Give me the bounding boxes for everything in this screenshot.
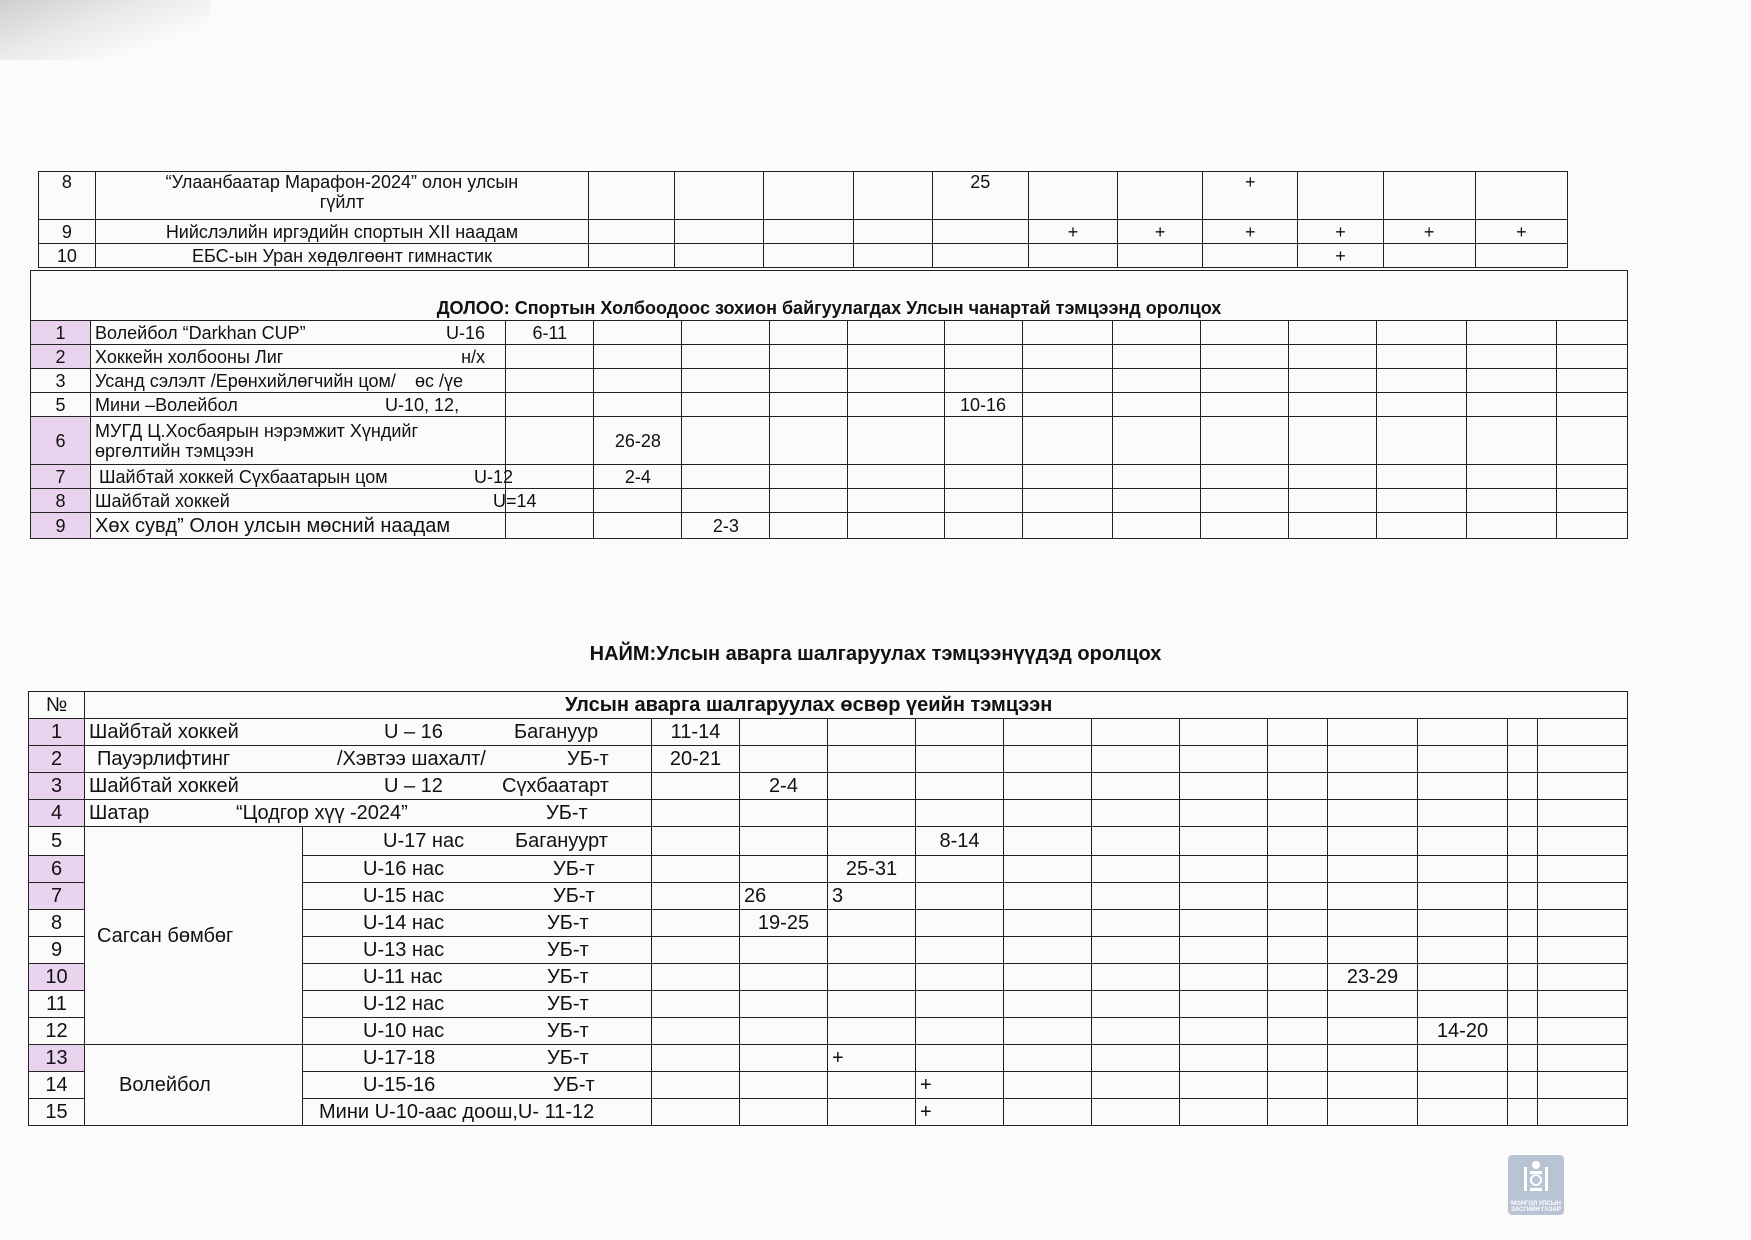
- mark-cell: +: [1118, 220, 1203, 244]
- date-cell: 26: [740, 883, 828, 910]
- date-cell: 23-29: [1328, 964, 1418, 991]
- mark-cell: +: [1203, 220, 1298, 244]
- event-name: Хоккейн холбооны Лиг н/х: [91, 345, 506, 369]
- table-row: [29, 827, 1628, 856]
- section-8-table-title: Улсын аварга шалгаруулах өсвөр үеийн тэмцээн: [85, 692, 1628, 719]
- table-row: [39, 244, 1568, 268]
- date-cell: 25-31: [828, 856, 916, 883]
- mark-cell: +: [916, 1072, 1004, 1099]
- date-cell: 8-14: [916, 827, 1004, 856]
- table-row: [29, 746, 1628, 773]
- section-8-heading: НАЙМ:Улсын аварга шалгаруулах тэмцээнүүдэд оролцох: [589, 643, 1162, 665]
- event-name: Шайбтай хоккей U – 12 Сүхбаатарт: [85, 773, 652, 800]
- table-row: [31, 513, 1628, 539]
- table-row: [31, 321, 1628, 345]
- row-number: 13: [29, 1045, 85, 1072]
- row-number: 3: [31, 369, 91, 393]
- mark-cell: +: [1298, 244, 1383, 268]
- volleyball-group-label: Волейбол: [85, 1045, 303, 1126]
- date-cell: 19-25: [740, 910, 828, 937]
- event-name: Шатар “Цодгор хүү -2024” УБ-т: [85, 800, 652, 827]
- table-row: [29, 719, 1628, 746]
- date-cell: 10-16: [944, 393, 1022, 417]
- section-8-header-row: [29, 692, 1628, 719]
- row-number: 8: [31, 489, 91, 513]
- row-number: 1: [31, 321, 91, 345]
- age-group: U-15 нас УБ-т: [303, 883, 652, 910]
- row-number: 7: [29, 883, 85, 910]
- age-group: U-14 нас УБ-т: [303, 910, 652, 937]
- mark-cell: +: [828, 1045, 916, 1072]
- mark-cell: +: [1383, 220, 1475, 244]
- event-name: МУГД Ц.Хосбаярын нэрэмжит Хүндийг өргөлтийн тэмцээн: [91, 417, 506, 465]
- row-number: 9: [31, 513, 91, 539]
- event-name: Нийслэлийн иргэдийн спортын XII наадам: [95, 220, 588, 244]
- section-7-table: [30, 270, 1628, 539]
- date-cell: 2-4: [594, 465, 682, 489]
- age-group: U-16 нас УБ-т: [303, 856, 652, 883]
- event-name: “Улаанбаатар Марафон-2024” олон улсын гүйлт: [95, 172, 588, 220]
- event-name: ЕБС-ын Уран хөдөлгөөнт гимнастик: [95, 244, 588, 268]
- date-cell: 14-20: [1418, 1018, 1508, 1045]
- table-row: [39, 220, 1568, 244]
- row-number: 11: [29, 991, 85, 1018]
- date-cell: 20-21: [652, 746, 740, 773]
- row-number: 2: [31, 345, 91, 369]
- row-number: 4: [29, 800, 85, 827]
- mark-cell: +: [1298, 220, 1383, 244]
- row-number: 9: [29, 937, 85, 964]
- event-name: Шайбтай хоккей U – 16 Багануур: [85, 719, 652, 746]
- soyombo-emblem-icon: [1508, 1155, 1564, 1197]
- mark-cell: +: [1475, 220, 1567, 244]
- event-name: Хөх сувд” Олон улсын мөсний наадам: [91, 513, 506, 539]
- mark-cell: +: [1203, 172, 1298, 220]
- table-row: [31, 369, 1628, 393]
- row-number: 8: [29, 910, 85, 937]
- row-number: 3: [29, 773, 85, 800]
- row-number: 12: [29, 1018, 85, 1045]
- row-number: 1: [29, 719, 85, 746]
- date-cell: 11-14: [652, 719, 740, 746]
- table-row: [31, 489, 1628, 513]
- table-row: [29, 773, 1628, 800]
- row-number: 2: [29, 746, 85, 773]
- row-number: 6: [29, 856, 85, 883]
- date-cell: 2-4: [740, 773, 828, 800]
- event-name: Мини –Волейбол U-10, 12,: [91, 393, 506, 417]
- section-8-table: [28, 691, 1628, 1126]
- logo-caption: МОНГОЛ УЛСЫН ЗАСГИЙН ГАЗАР: [1511, 1201, 1561, 1213]
- age-group: U-10 нас УБ-т: [303, 1018, 652, 1045]
- table-row: [29, 1045, 1628, 1072]
- date-cell: 3: [828, 883, 916, 910]
- age-group: U-15-16 УБ-т: [303, 1072, 652, 1099]
- row-number: 8: [39, 172, 96, 220]
- mark-cell: +: [1028, 220, 1117, 244]
- basketball-group-label: Сагсан бөмбөг: [85, 827, 303, 1045]
- mark-cell: +: [916, 1099, 1004, 1126]
- row-number: 10: [29, 964, 85, 991]
- table-row: [31, 345, 1628, 369]
- row-number: 5: [29, 827, 85, 856]
- table-row: [29, 800, 1628, 827]
- table-row: [31, 393, 1628, 417]
- row-number: 15: [29, 1099, 85, 1126]
- scan-corner-shadow: [0, 0, 210, 60]
- age-group: Мини U-10-аас доош,U- 11-12: [303, 1099, 652, 1126]
- age-group: U-17-18 УБ-т: [303, 1045, 652, 1072]
- row-number: 7: [31, 465, 91, 489]
- event-name: Усанд сэлэлт /Ерөнхийлөгчийн цом/ өс /үе: [91, 369, 506, 393]
- age-group: U-13 нас УБ-т: [303, 937, 652, 964]
- table-row: [31, 465, 1628, 489]
- event-name: Волейбол “Darkhan CUP” U-16: [91, 321, 506, 345]
- age-group: U-17 нас Багануурт: [303, 827, 652, 856]
- section-7-title-row: [31, 271, 1628, 321]
- table-row: [31, 417, 1628, 465]
- government-logo: [1508, 1155, 1564, 1215]
- number-header: №: [29, 692, 85, 719]
- section-7-title: ДОЛОО: Спортын Холбоодоос зохион байгуулагдах Улсын чанартай тэмцээнд оролцох: [31, 271, 1628, 321]
- row-number: 6: [31, 417, 91, 465]
- row-number: 10: [39, 244, 96, 268]
- table-row: [39, 172, 1568, 220]
- row-number: 5: [31, 393, 91, 417]
- date-cell: 26-28: [594, 417, 682, 465]
- age-group: U-12 нас УБ-т: [303, 991, 652, 1018]
- age-group: U-11 нас УБ-т: [303, 964, 652, 991]
- row-number: 14: [29, 1072, 85, 1099]
- row-number: 9: [39, 220, 96, 244]
- date-cell: 2-3: [682, 513, 770, 539]
- events-table-continued: [38, 171, 1568, 268]
- date-cell: 6-11: [506, 321, 594, 345]
- date-cell: 25: [932, 172, 1028, 220]
- event-name: Шайбтай хоккей Сүхбаатарын цом U-12: [91, 465, 506, 489]
- event-name: Пауэрлифтинг /Хэвтээ шахалт/ УБ-т: [85, 746, 652, 773]
- event-name: Шайбтай хоккей U=14: [91, 489, 506, 513]
